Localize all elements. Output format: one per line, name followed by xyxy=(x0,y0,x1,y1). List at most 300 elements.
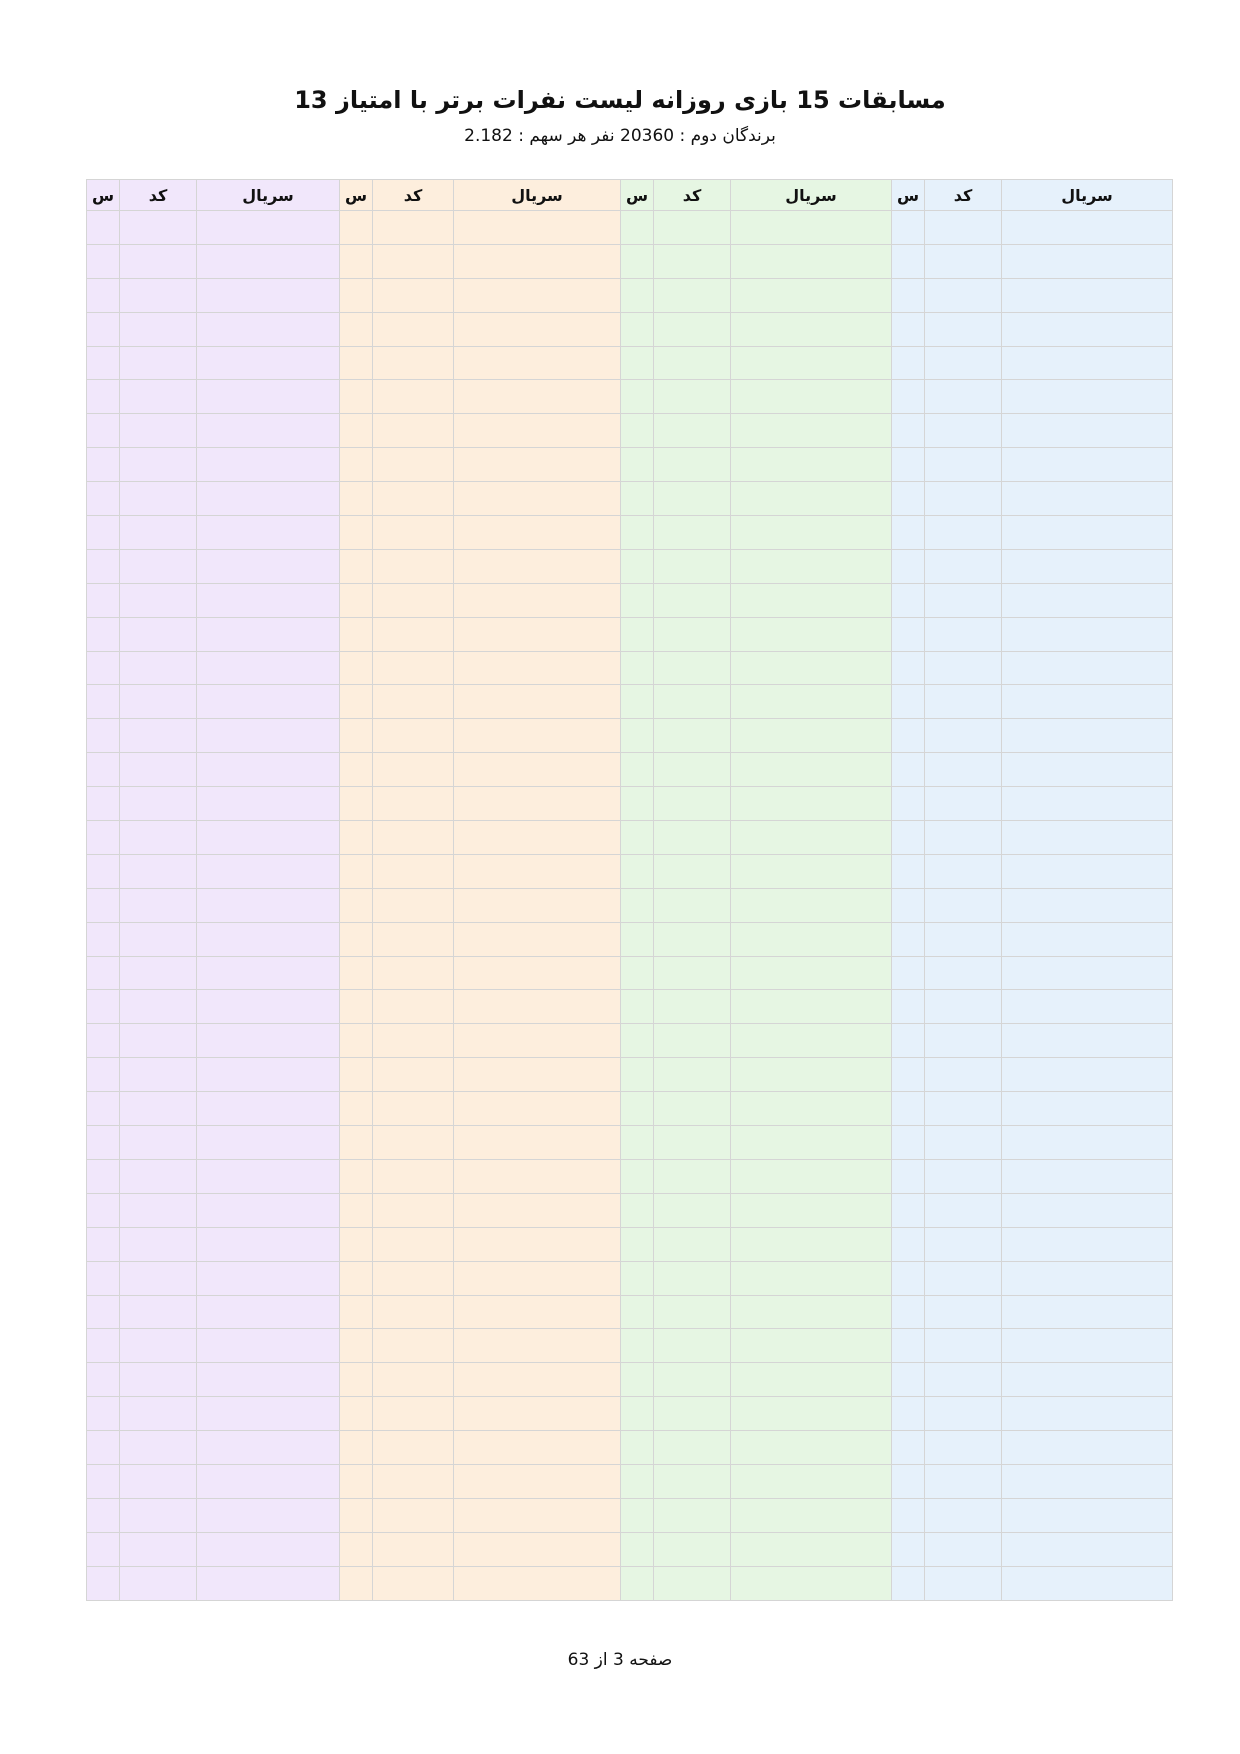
table-row xyxy=(87,1363,1173,1397)
cell-count xyxy=(87,854,120,888)
cell-count xyxy=(87,312,120,346)
cell-count xyxy=(340,380,373,414)
table-row xyxy=(87,1193,1173,1227)
cell-count xyxy=(892,380,925,414)
table-row xyxy=(87,414,1173,448)
cell-code xyxy=(654,1329,731,1363)
cell-count xyxy=(892,1464,925,1498)
cell-code xyxy=(373,278,454,312)
cell-code xyxy=(120,1126,197,1160)
table-row xyxy=(87,583,1173,617)
cell-code xyxy=(120,414,197,448)
cell-serial xyxy=(454,211,621,245)
cell-serial xyxy=(731,956,892,990)
cell-code xyxy=(373,821,454,855)
cell-serial xyxy=(731,1295,892,1329)
cell-serial xyxy=(1002,482,1173,516)
cell-count xyxy=(340,1363,373,1397)
cell-code xyxy=(120,651,197,685)
cell-serial xyxy=(731,1566,892,1600)
cell-serial xyxy=(454,956,621,990)
cell-serial xyxy=(731,1498,892,1532)
cell-count xyxy=(892,1024,925,1058)
cell-serial xyxy=(197,821,340,855)
cell-code xyxy=(120,1193,197,1227)
cell-count xyxy=(87,617,120,651)
cell-count xyxy=(621,1227,654,1261)
cell-count xyxy=(340,1227,373,1261)
cell-serial xyxy=(1002,312,1173,346)
column-header-serial: سریال xyxy=(454,180,621,211)
cell-serial xyxy=(454,312,621,346)
cell-code xyxy=(120,278,197,312)
cell-code xyxy=(373,990,454,1024)
cell-code xyxy=(654,583,731,617)
cell-count xyxy=(892,211,925,245)
cell-count xyxy=(87,1024,120,1058)
cell-serial xyxy=(1002,516,1173,550)
cell-serial xyxy=(1002,549,1173,583)
cell-serial xyxy=(1002,1464,1173,1498)
cell-code xyxy=(373,549,454,583)
cell-serial xyxy=(731,685,892,719)
cell-serial xyxy=(197,990,340,1024)
cell-serial xyxy=(454,1058,621,1092)
cell-code xyxy=(373,346,454,380)
cell-serial xyxy=(197,1329,340,1363)
table-row xyxy=(87,787,1173,821)
table-row xyxy=(87,346,1173,380)
cell-count xyxy=(892,922,925,956)
cell-count xyxy=(340,448,373,482)
cell-serial xyxy=(454,888,621,922)
cell-serial xyxy=(1002,854,1173,888)
column-header-count: س xyxy=(621,180,654,211)
cell-serial xyxy=(197,549,340,583)
cell-count xyxy=(621,1295,654,1329)
cell-code xyxy=(654,482,731,516)
cell-code xyxy=(373,448,454,482)
cell-serial xyxy=(197,1295,340,1329)
table-row xyxy=(87,549,1173,583)
table-row xyxy=(87,1024,1173,1058)
cell-code xyxy=(120,482,197,516)
cell-count xyxy=(892,753,925,787)
cell-count xyxy=(892,617,925,651)
column-header-code: کد xyxy=(373,180,454,211)
cell-code xyxy=(654,1464,731,1498)
cell-count xyxy=(621,1024,654,1058)
cell-serial xyxy=(731,1024,892,1058)
cell-count xyxy=(87,1058,120,1092)
cell-serial xyxy=(1002,1397,1173,1431)
cell-serial xyxy=(731,922,892,956)
cell-serial xyxy=(454,380,621,414)
cell-serial xyxy=(197,380,340,414)
table-row xyxy=(87,380,1173,414)
cell-serial xyxy=(197,1261,340,1295)
cell-count xyxy=(892,1397,925,1431)
cell-code xyxy=(654,244,731,278)
page-title: مسابقات 15 بازی روزانه لیست نفرات برتر با امتیاز 13 xyxy=(294,86,946,114)
cell-count xyxy=(340,1092,373,1126)
cell-count xyxy=(892,312,925,346)
column-header-code: کد xyxy=(925,180,1002,211)
cell-count xyxy=(87,719,120,753)
cell-count xyxy=(87,278,120,312)
cell-code xyxy=(373,1058,454,1092)
cell-code xyxy=(654,922,731,956)
cell-code xyxy=(654,1498,731,1532)
cell-count xyxy=(340,482,373,516)
cell-serial xyxy=(454,922,621,956)
cell-code xyxy=(120,380,197,414)
cell-count xyxy=(892,956,925,990)
cell-code xyxy=(925,516,1002,550)
cell-serial xyxy=(197,1024,340,1058)
cell-serial xyxy=(454,1261,621,1295)
cell-code xyxy=(120,956,197,990)
cell-code xyxy=(373,414,454,448)
cell-count xyxy=(87,1329,120,1363)
cell-serial xyxy=(731,516,892,550)
cell-count xyxy=(87,1295,120,1329)
table-row xyxy=(87,922,1173,956)
cell-count xyxy=(87,1464,120,1498)
cell-serial xyxy=(197,956,340,990)
cell-serial xyxy=(197,1227,340,1261)
cell-count xyxy=(340,1058,373,1092)
cell-count xyxy=(87,990,120,1024)
cell-code xyxy=(373,617,454,651)
cell-serial xyxy=(731,1261,892,1295)
cell-serial xyxy=(197,346,340,380)
cell-count xyxy=(892,1498,925,1532)
cell-serial xyxy=(1002,922,1173,956)
cell-code xyxy=(654,888,731,922)
cell-serial xyxy=(197,753,340,787)
cell-count xyxy=(87,922,120,956)
cell-serial xyxy=(731,549,892,583)
column-header-count: س xyxy=(340,180,373,211)
cell-code xyxy=(925,1329,1002,1363)
cell-serial xyxy=(731,1397,892,1431)
cell-code xyxy=(373,516,454,550)
table-row xyxy=(87,617,1173,651)
cell-serial xyxy=(454,1498,621,1532)
cell-count xyxy=(340,346,373,380)
column-header-serial: سریال xyxy=(197,180,340,211)
cell-serial xyxy=(197,1092,340,1126)
cell-count xyxy=(340,278,373,312)
cell-serial xyxy=(454,1159,621,1193)
cell-count xyxy=(340,312,373,346)
cell-code xyxy=(373,719,454,753)
cell-serial xyxy=(1002,753,1173,787)
cell-code xyxy=(925,1092,1002,1126)
cell-count xyxy=(892,516,925,550)
table-header-row xyxy=(87,180,1173,211)
cell-count xyxy=(892,821,925,855)
cell-count xyxy=(340,1431,373,1465)
cell-serial xyxy=(1002,278,1173,312)
cell-code xyxy=(654,414,731,448)
cell-count xyxy=(892,719,925,753)
cell-code xyxy=(654,685,731,719)
cell-count xyxy=(340,990,373,1024)
table-row xyxy=(87,821,1173,855)
cell-serial xyxy=(1002,1329,1173,1363)
cell-code xyxy=(120,1431,197,1465)
cell-code xyxy=(373,888,454,922)
cell-count xyxy=(892,1295,925,1329)
cell-code xyxy=(654,448,731,482)
cell-count xyxy=(87,211,120,245)
cell-serial xyxy=(454,516,621,550)
cell-serial xyxy=(731,1193,892,1227)
cell-code xyxy=(373,1024,454,1058)
cell-count xyxy=(340,1261,373,1295)
cell-count xyxy=(340,719,373,753)
cell-count xyxy=(340,211,373,245)
cell-serial xyxy=(1002,1295,1173,1329)
cell-serial xyxy=(1002,1498,1173,1532)
cell-serial xyxy=(454,549,621,583)
cell-count xyxy=(892,346,925,380)
cell-serial xyxy=(1002,414,1173,448)
column-header-serial: سریال xyxy=(731,180,892,211)
cell-count xyxy=(340,1566,373,1600)
cell-serial xyxy=(731,1431,892,1465)
cell-code xyxy=(373,1431,454,1465)
cell-count xyxy=(87,956,120,990)
cell-serial xyxy=(454,482,621,516)
cell-code xyxy=(925,651,1002,685)
table-row xyxy=(87,685,1173,719)
cell-code xyxy=(120,1092,197,1126)
cell-serial xyxy=(454,753,621,787)
table-row xyxy=(87,211,1173,245)
cell-count xyxy=(87,414,120,448)
cell-serial xyxy=(1002,380,1173,414)
cell-count xyxy=(87,516,120,550)
cell-serial xyxy=(1002,1566,1173,1600)
cell-code xyxy=(120,1532,197,1566)
cell-code xyxy=(120,1397,197,1431)
cell-code xyxy=(654,617,731,651)
cell-serial xyxy=(731,211,892,245)
cell-serial xyxy=(197,312,340,346)
cell-serial xyxy=(731,1363,892,1397)
cell-code xyxy=(373,1092,454,1126)
cell-count xyxy=(87,821,120,855)
cell-code xyxy=(120,1329,197,1363)
cell-code xyxy=(925,380,1002,414)
cell-code xyxy=(654,1532,731,1566)
cell-count xyxy=(892,1058,925,1092)
cell-serial xyxy=(731,278,892,312)
cell-code xyxy=(373,651,454,685)
page-number: صفحه 3 از 63 xyxy=(567,1650,673,1670)
cell-count xyxy=(340,854,373,888)
cell-count xyxy=(87,753,120,787)
cell-serial xyxy=(1002,583,1173,617)
cell-code xyxy=(925,753,1002,787)
cell-code xyxy=(654,651,731,685)
cell-serial xyxy=(731,787,892,821)
cell-count xyxy=(892,1329,925,1363)
cell-code xyxy=(654,821,731,855)
cell-count xyxy=(340,956,373,990)
cell-code xyxy=(120,888,197,922)
cell-code xyxy=(373,482,454,516)
cell-code xyxy=(654,1058,731,1092)
cell-serial xyxy=(1002,956,1173,990)
cell-code xyxy=(120,617,197,651)
cell-serial xyxy=(454,617,621,651)
cell-code xyxy=(925,719,1002,753)
cell-count xyxy=(892,1227,925,1261)
cell-count xyxy=(621,1431,654,1465)
cell-code xyxy=(654,346,731,380)
cell-code xyxy=(925,244,1002,278)
cell-code xyxy=(925,278,1002,312)
cell-code xyxy=(654,1295,731,1329)
cell-serial xyxy=(454,1329,621,1363)
cell-code xyxy=(373,1295,454,1329)
cell-code xyxy=(654,1397,731,1431)
cell-serial xyxy=(1002,719,1173,753)
cell-code xyxy=(925,1431,1002,1465)
cell-serial xyxy=(197,211,340,245)
cell-count xyxy=(87,1227,120,1261)
table-row xyxy=(87,990,1173,1024)
cell-count xyxy=(621,516,654,550)
cell-count xyxy=(892,448,925,482)
cell-code xyxy=(654,1159,731,1193)
cell-count xyxy=(892,990,925,1024)
cell-code xyxy=(120,244,197,278)
cell-code xyxy=(925,990,1002,1024)
cell-serial xyxy=(454,346,621,380)
cell-code xyxy=(654,1566,731,1600)
cell-count xyxy=(87,1193,120,1227)
cell-code xyxy=(120,787,197,821)
cell-serial xyxy=(454,1227,621,1261)
cell-serial xyxy=(197,482,340,516)
cell-serial xyxy=(1002,1431,1173,1465)
cell-count xyxy=(621,1397,654,1431)
cell-count xyxy=(621,1126,654,1160)
table-row xyxy=(87,753,1173,787)
cell-count xyxy=(87,380,120,414)
cell-count xyxy=(892,888,925,922)
cell-serial xyxy=(731,990,892,1024)
cell-code xyxy=(925,211,1002,245)
column-header-count: س xyxy=(892,180,925,211)
cell-count xyxy=(340,888,373,922)
cell-code xyxy=(925,1397,1002,1431)
cell-serial xyxy=(197,278,340,312)
cell-serial xyxy=(1002,1261,1173,1295)
cell-code xyxy=(654,1431,731,1465)
cell-code xyxy=(120,549,197,583)
cell-serial xyxy=(197,244,340,278)
cell-serial xyxy=(1002,617,1173,651)
cell-serial xyxy=(454,1532,621,1566)
cell-serial xyxy=(731,1532,892,1566)
cell-serial xyxy=(731,1092,892,1126)
cell-serial xyxy=(731,1159,892,1193)
cell-serial xyxy=(1002,1227,1173,1261)
cell-count xyxy=(892,1363,925,1397)
cell-serial xyxy=(197,1159,340,1193)
cell-count xyxy=(621,448,654,482)
cell-code xyxy=(654,1092,731,1126)
cell-count xyxy=(340,1532,373,1566)
cell-code xyxy=(925,1159,1002,1193)
cell-count xyxy=(621,956,654,990)
table-row xyxy=(87,516,1173,550)
cell-code xyxy=(925,1464,1002,1498)
cell-count xyxy=(621,922,654,956)
cell-count xyxy=(892,854,925,888)
cell-code xyxy=(373,211,454,245)
cell-serial xyxy=(731,719,892,753)
cell-code xyxy=(654,1261,731,1295)
cell-serial xyxy=(197,1498,340,1532)
cell-serial xyxy=(1002,346,1173,380)
column-header-count: س xyxy=(87,180,120,211)
column-header-code: کد xyxy=(654,180,731,211)
cell-serial xyxy=(1002,1193,1173,1227)
cell-serial xyxy=(197,1126,340,1160)
cell-serial xyxy=(454,278,621,312)
cell-count xyxy=(340,821,373,855)
cell-serial xyxy=(197,414,340,448)
cell-count xyxy=(621,617,654,651)
cell-count xyxy=(340,787,373,821)
cell-serial xyxy=(731,346,892,380)
cell-count xyxy=(340,414,373,448)
cell-code xyxy=(120,753,197,787)
cell-count xyxy=(87,1498,120,1532)
cell-code xyxy=(120,1261,197,1295)
cell-code xyxy=(925,1227,1002,1261)
cell-count xyxy=(87,244,120,278)
table-row xyxy=(87,651,1173,685)
cell-code xyxy=(925,1295,1002,1329)
cell-serial xyxy=(1002,1092,1173,1126)
cell-code xyxy=(373,583,454,617)
cell-serial xyxy=(1002,990,1173,1024)
table-row xyxy=(87,1397,1173,1431)
cell-code xyxy=(120,854,197,888)
cell-code xyxy=(120,583,197,617)
cell-count xyxy=(87,685,120,719)
cell-count xyxy=(892,685,925,719)
cell-code xyxy=(120,1295,197,1329)
cell-code xyxy=(120,1058,197,1092)
cell-serial xyxy=(731,482,892,516)
cell-count xyxy=(892,1431,925,1465)
cell-count xyxy=(87,888,120,922)
cell-code xyxy=(373,1193,454,1227)
cell-code xyxy=(654,211,731,245)
table-row xyxy=(87,1431,1173,1465)
cell-count xyxy=(87,1532,120,1566)
cell-count xyxy=(892,244,925,278)
